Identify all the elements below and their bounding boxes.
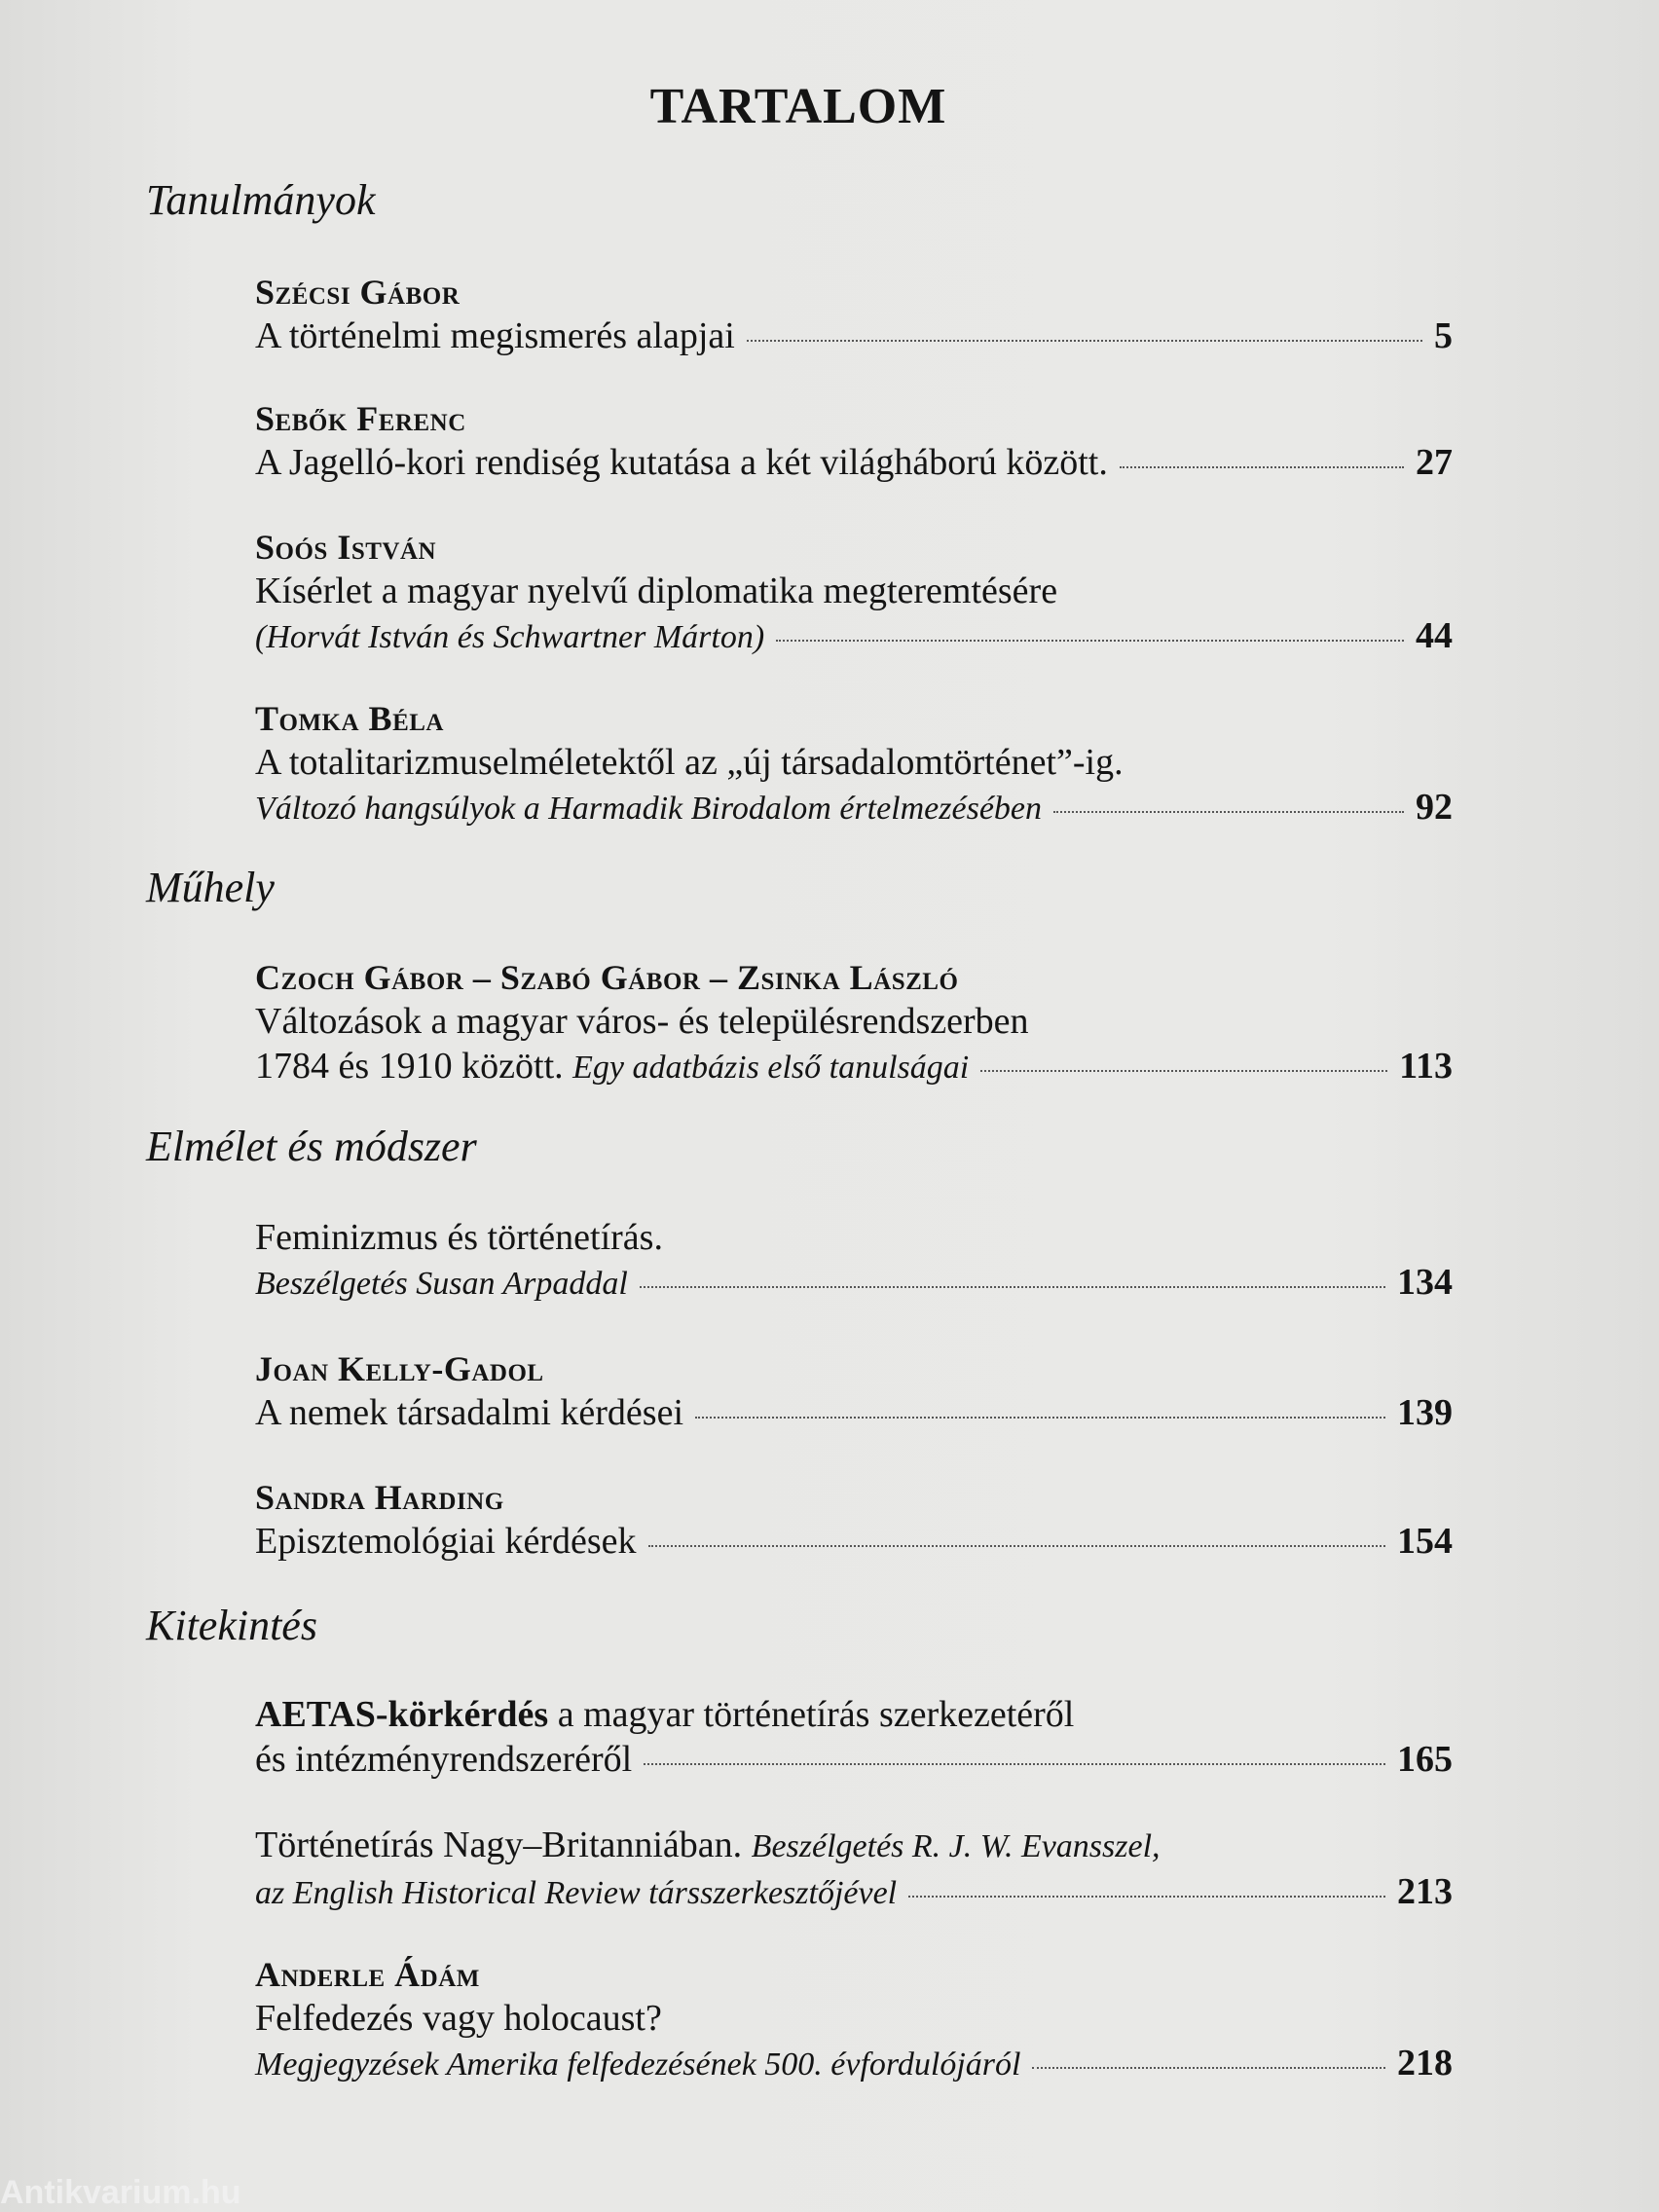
entry-page-number: 154 bbox=[1397, 1521, 1453, 1562]
section-heading-muhely: Műhely bbox=[146, 864, 275, 911]
entry-author: Joan Kelly-Gadol bbox=[255, 1349, 544, 1388]
entry-subtitle-continued: az English Historical Review társszerkesztőjével bbox=[255, 1875, 898, 1911]
entry-page-number: 213 bbox=[1397, 1871, 1453, 1912]
entry-author: Szécsi Gábor bbox=[255, 273, 461, 312]
dot-leader bbox=[648, 1545, 1386, 1547]
entry-title: A történelmi megismerés alapjai bbox=[255, 315, 735, 356]
entry-author: Sandra Harding bbox=[255, 1478, 504, 1517]
entry-page-number: 27 bbox=[1416, 442, 1453, 483]
entry-author: Czoch Gábor – Szabó Gábor – Zsinka László bbox=[255, 958, 959, 997]
entry-title: A totalitarizmuselméletektől az „új társadalomtörténet”-ig. bbox=[255, 742, 1124, 783]
dot-leader bbox=[695, 1417, 1385, 1419]
toc-entry bbox=[255, 526, 1453, 660]
entry-title-continued: 1784 és 1910 között. bbox=[255, 1046, 564, 1087]
entry-title: Felfedezés vagy holocaust? bbox=[255, 1998, 662, 2039]
entry-title: Kísérlet a magyar nyelvű diplomatika megteremtésére bbox=[255, 571, 1058, 611]
watermark-logo: Antikvarium.hu bbox=[0, 2174, 241, 2211]
entry-page-number: 92 bbox=[1416, 787, 1453, 828]
entry-title: A Jagelló-kori rendiség kutatása a két világháború között. bbox=[255, 442, 1108, 483]
dot-leader bbox=[1053, 811, 1404, 813]
toc-entry bbox=[255, 1215, 1453, 1307]
entry-title: Változások a magyar város- és településrendszerben bbox=[255, 1001, 1029, 1042]
entry-author: Sebők Ferenc bbox=[255, 399, 466, 438]
entry-subtitle: Beszélgetés Susan Arpaddal bbox=[255, 1266, 628, 1302]
entry-title: Feminizmus és történetírás. bbox=[255, 1217, 663, 1258]
entry-subtitle: Egy adatbázis első tanulságai bbox=[572, 1050, 970, 1086]
entry-page-number: 44 bbox=[1416, 615, 1453, 656]
entry-page-number: 134 bbox=[1397, 1262, 1453, 1303]
entry-page-number: 139 bbox=[1397, 1392, 1453, 1433]
entry-subtitle: Beszélgetés R. J. W. Evansszel, bbox=[751, 1828, 1161, 1864]
toc-entry bbox=[255, 1953, 1453, 2087]
entry-title: Történetírás Nagy–Britanniában. bbox=[255, 1825, 743, 1865]
dot-leader bbox=[980, 1070, 1387, 1072]
toc-entry bbox=[255, 1692, 1453, 1782]
entry-title-continued: és intézményrendszeréről bbox=[255, 1739, 633, 1780]
toc-entry bbox=[255, 1476, 1453, 1564]
toc-entry bbox=[255, 956, 1453, 1090]
entry-subtitle: (Horvát István és Schwartner Márton) bbox=[255, 619, 765, 655]
dot-leader bbox=[747, 340, 1422, 342]
dot-leader bbox=[908, 1896, 1385, 1898]
page-title: TARTALOM bbox=[649, 79, 947, 134]
toc-entry bbox=[255, 1823, 1453, 1916]
entry-page-number: 5 bbox=[1434, 315, 1453, 356]
dot-leader bbox=[1120, 466, 1404, 468]
entry-page-number: 218 bbox=[1397, 2043, 1453, 2083]
toc-entry bbox=[255, 697, 1453, 831]
dot-leader bbox=[640, 1286, 1385, 1288]
dot-leader bbox=[1032, 2067, 1385, 2069]
entry-subtitle: Megjegyzések Amerika felfedezésének 500. évfordulójáról bbox=[255, 2046, 1021, 2083]
entry-title: Episztemológiai kérdések bbox=[255, 1521, 637, 1562]
entry-page-number: 165 bbox=[1397, 1739, 1453, 1780]
dot-leader bbox=[776, 640, 1404, 642]
entry-title: A nemek társadalmi kérdései bbox=[255, 1392, 684, 1433]
entry-author: Soós István bbox=[255, 528, 437, 567]
section-heading-kitekintes: Kitekintés bbox=[146, 1602, 317, 1649]
entry-subtitle: Változó hangsúlyok a Harmadik Birodalom értelmezésében bbox=[255, 791, 1042, 827]
entry-page-number: 113 bbox=[1399, 1046, 1453, 1087]
section-heading-elmelet: Elmélet és módszer bbox=[146, 1123, 477, 1170]
entry-title-bold: AETAS-körkérdés bbox=[255, 1694, 549, 1735]
entry-author: Anderle Ádám bbox=[255, 1955, 480, 1994]
entry-title: a magyar történetírás szerkezetéről bbox=[557, 1694, 1075, 1735]
section-heading-tanulmanyok: Tanulmányok bbox=[146, 176, 376, 224]
toc-entry bbox=[255, 397, 1453, 485]
toc-entry bbox=[255, 271, 1453, 358]
dot-leader bbox=[644, 1763, 1385, 1765]
toc-entry bbox=[255, 1347, 1453, 1435]
entry-author: Tomka Béla bbox=[255, 699, 444, 738]
